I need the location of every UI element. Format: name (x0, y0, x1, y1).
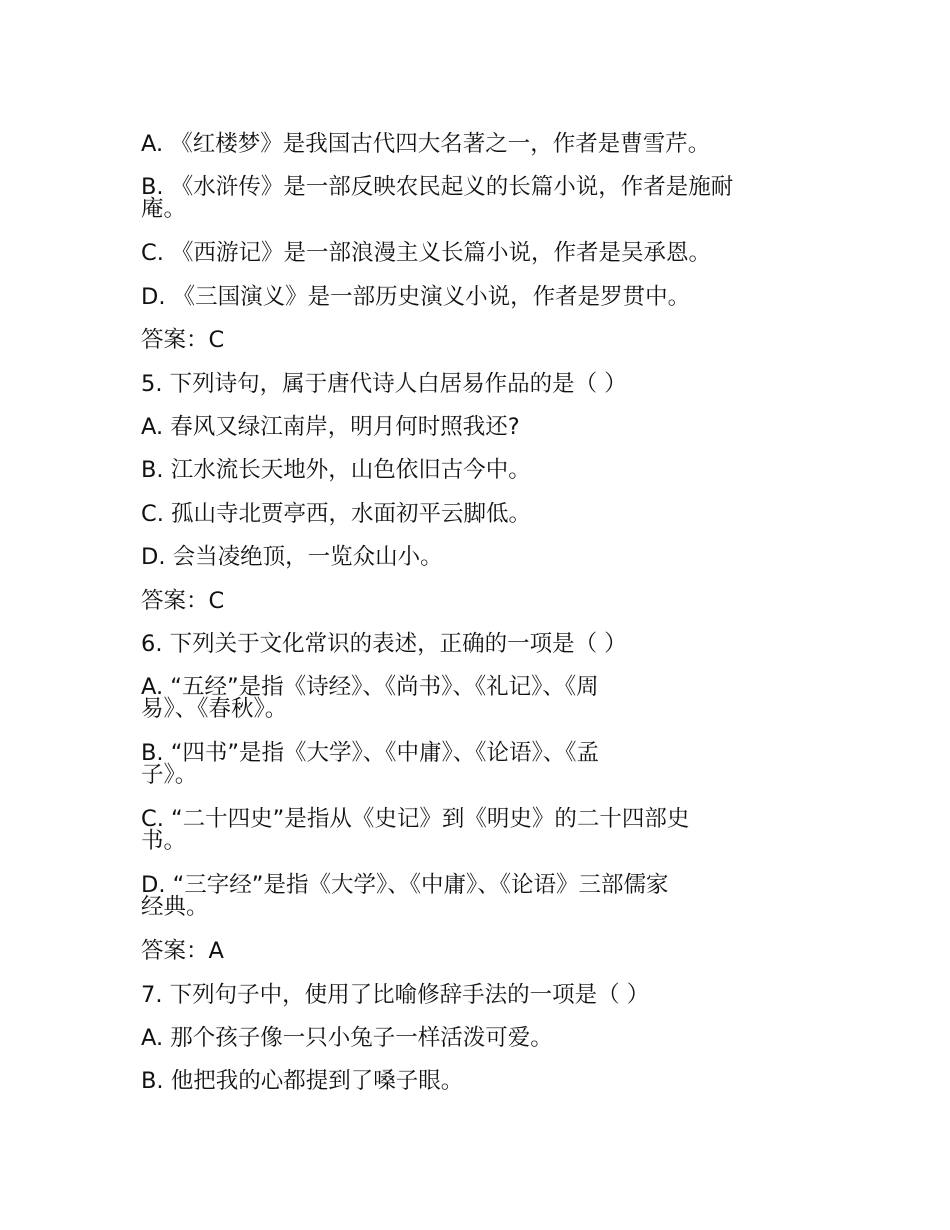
q6-option-a (141, 667, 801, 733)
q5-option-c: C. 孤山寺北贾亭西，水面初平云脚低。 (141, 500, 532, 527)
answer-6: 答案：A (141, 938, 224, 965)
answer-4: 答案：C (141, 327, 225, 354)
question-5: 5. 下列诗句，属于唐代诗人白居易作品的是（ ） (141, 370, 627, 397)
q7-option-a: A. 那个孩子像一只小兔子一样活泼可爱。 (141, 1025, 553, 1052)
q6-option-c-row-1: C. “二十四史”是指从《史记》到《明史》的二十四部史 (141, 806, 690, 833)
question-7: 7. 下列句子中，使用了比喻修辞手法的一项是（ ） (141, 981, 650, 1008)
document-body (141, 124, 801, 1105)
q5-option-b: B. 江水流长天地外，山色依旧古今中。 (141, 457, 531, 484)
answer-5: 答案：C (141, 587, 225, 614)
option-b-shuihu (141, 167, 801, 233)
q6-option-b (141, 733, 801, 799)
q5-option-d: D. 会当凌绝顶，一览众山小。 (141, 544, 443, 571)
q6-option-d (141, 865, 801, 931)
option-c-xiyou: C. 《西游记》是一部浪漫主义长篇小说，作者是吴承恩。 (141, 240, 712, 267)
q6-option-b-row-1: B. “四书”是指《大学》、《中庸》、《论语》、《孟 (141, 740, 600, 767)
q7-option-b: B. 他把我的心都提到了嗓子眼。 (141, 1068, 464, 1095)
q6-option-c-row-2: 书。 (141, 828, 187, 855)
q6-option-d-row-1: D. “三字经”是指《大学》、《中庸》、《论语》三部儒家 (141, 872, 669, 899)
option-d-sanguo: D. 《三国演义》是一部历史演义小说，作者是罗贯中。 (141, 283, 691, 310)
q6-option-b-row-2: 子》。 (141, 762, 198, 789)
question-6: 6. 下列关于文化常识的表述，正确的一项是（ ） (141, 630, 627, 657)
q6-option-c (141, 799, 801, 865)
q5-option-a: A. 春风又绿江南岸，明月何时照我还? (141, 413, 520, 440)
option-b-shuihu-row-2: 庵。 (141, 196, 187, 223)
option-b-shuihu-row-1: B. 《水浒传》是一部反映农民起义的长篇小说，作者是施耐 (141, 174, 734, 201)
q6-option-d-row-2: 经典。 (141, 894, 209, 921)
q6-option-a-row-1: A. “五经”是指《诗经》、《尚书》、《礼记》、《周 (141, 674, 599, 701)
q6-option-a-row-2: 易》、《春秋》。 (141, 696, 288, 723)
option-a-honglou: A. 《红楼梦》是我国古代四大名著之一，作者是曹雪芹。 (141, 131, 711, 157)
